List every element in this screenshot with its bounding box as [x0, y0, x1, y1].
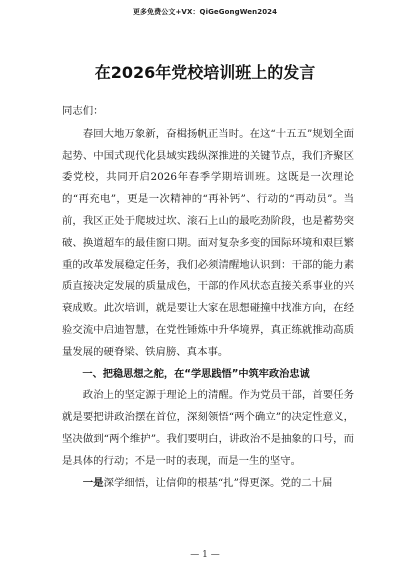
section-paragraph: 政治上的坚定源于理论上的清醒。作为党员干部，首要任务就是要把讲政治摆在首位，深刻领悟“两个确立”的决定性意义，坚决做到“两个维护”。我们要明白，讲政治不是抽象的口号，而是具体的行动；不是一时的表现，而是一生的坚守。: [62, 389, 354, 467]
section-heading: 一、把稳思想之舵，在“学思践悟”中筑牢政治忠诚: [82, 368, 310, 380]
point-lead: 一是: [82, 476, 104, 489]
point-text: 深学细悟，让信仰的根基“扎”得更深。党的二十届: [103, 476, 333, 489]
document-body: [62, 101, 354, 494]
document-title: 在2026年党校培训班上的发言: [94, 63, 316, 82]
page-number: — 1 —: [190, 550, 220, 560]
point-paragraph: [62, 473, 354, 495]
intro-paragraph: 春回大地万象新，奋楫扬帆正当时。在这“十五五”规划全面起势、中国式现代化县域实践纵深推进的关键节点，我们齐聚区委党校，共同开启2026年春季学期培训班。这既是一次理论的“再充电”，更是一次精神的“再补钙”、行动的“再动员”。当前，我区正处于爬坡过坎、滚石上山的最吃劲阶段，也是蓄势突破、换道超车的最佳窗口期。面对复杂多变的国际环境和艰巨繁重的改革发展稳定任务，我们必须清醒地认识到：干部的能力素质直接决定发展的质量成色，干部的作风状态直接关系事业的兴衰成败。此次培训，就是要让大家在思想碰撞中找准方向，在经验交流中启迪智慧，在党性锤炼中升华境界，真正练就推动高质量发展的硬脊梁、铁肩膀、真本事。: [62, 127, 354, 358]
salutation: 同志们：: [62, 105, 104, 117]
header-watermark: 更多免费公文+VX：QiGeGongWen2024: [132, 8, 278, 16]
